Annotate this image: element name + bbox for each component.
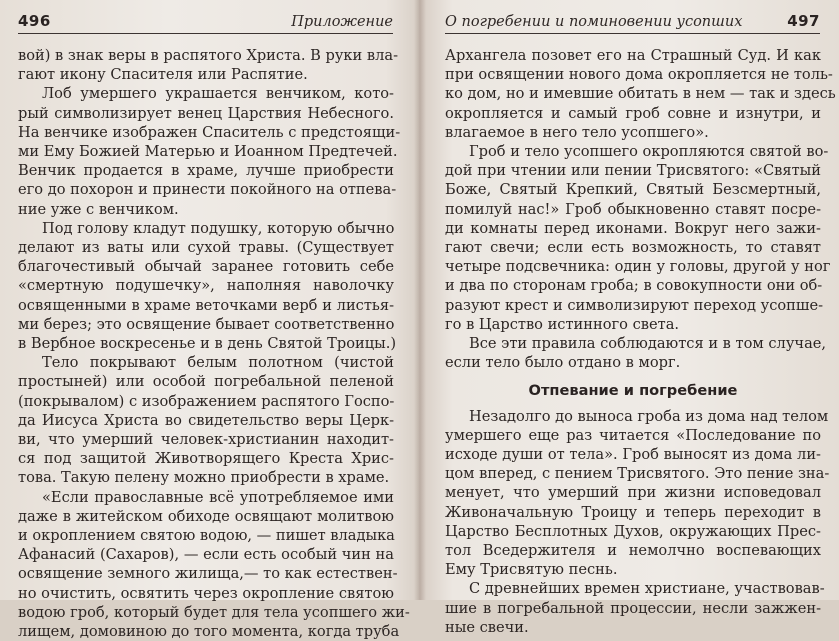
text-line: Афанасий (Сахаров), — если есть особый чин на xyxy=(18,546,394,564)
text-line: освященными в храме веточками верб и листья- xyxy=(18,296,394,314)
text-line: гают свечи; если есть возможность, то ставят xyxy=(445,239,821,257)
text-line: Живоначальную Троицу и теперь переходит в xyxy=(445,503,821,521)
paragraph xyxy=(18,84,401,218)
text-line: вой) в знак веры в распятого Христа. В руки вла- xyxy=(18,47,399,64)
text-line: даже в житейском обиходе освящают молитвою xyxy=(18,507,394,525)
section-heading: Отпевание и погребение xyxy=(528,382,738,400)
text-line: четыре подсвечника: один у головы, другой у ног xyxy=(445,258,831,276)
text-line: ми берез; это освящение бывает соответственно xyxy=(18,315,395,333)
text-line: «Если православные всё употребляемое ими xyxy=(42,488,394,506)
paragraph xyxy=(445,142,831,334)
text-line: лищем, домовиною до того момента, когда труба xyxy=(18,623,400,641)
text-line: разуют крест и символизируют переход усопше- xyxy=(445,296,824,314)
left-page-header xyxy=(18,10,393,34)
text-line: Незадолго до выноса гроба из дома над телом xyxy=(469,407,829,425)
paragraph xyxy=(445,334,827,372)
text-line: Все эти правила соблюдаются и в том случае, xyxy=(469,335,827,353)
right-page xyxy=(419,0,839,636)
text-line: това. Такую пелену можно приобрести в храме. xyxy=(18,469,390,487)
text-line: На венчике изображен Спаситель с предстоящи- xyxy=(18,123,401,141)
right-page-body xyxy=(445,46,836,637)
text-line: дой при чтении или пении Трисвятого: «Святый xyxy=(445,162,821,180)
paragraph xyxy=(18,46,399,84)
text-line: шие в погребальной процессии, несли зажжен- xyxy=(445,599,821,617)
text-line: в Вербное воскресенье и в день Святой Троицы.) xyxy=(18,335,397,353)
text-line: гают икону Спасителя или Распятие. xyxy=(18,66,308,84)
text-line: Венчик продается в храме, лучше приобрести xyxy=(18,162,394,180)
text-line: (покрывалом) с изображением распятого Госпо- xyxy=(18,392,395,410)
paragraph xyxy=(18,353,394,487)
text-line: и два по сторонам гроба; в совокупности они об- xyxy=(445,277,823,295)
text-line: Ему Трисвятую песнь. xyxy=(445,561,618,579)
text-line: освящение земного жилища,— то как естествен- xyxy=(18,565,398,583)
text-line: ми Ему Божией Матерью и Иоанном Предтечей. xyxy=(18,143,398,161)
text-line: делают из ваты или сухой травы. (Существует xyxy=(18,239,394,257)
text-line: Под голову кладут подушку, которую обычно xyxy=(42,219,395,237)
paragraph xyxy=(445,579,825,637)
paragraph xyxy=(445,407,830,580)
text-line: исходе души от тела». Гроб выносят из дома ли- xyxy=(445,446,821,464)
text-line: простыней) или особой погребальной пеленой xyxy=(18,373,394,391)
text-line: ви, что умерший человек-христианин находит- xyxy=(18,431,394,449)
text-line: цом вперед, с пением Трисвятого. Это пение зна- xyxy=(445,465,830,483)
text-line: ные свечи. xyxy=(445,618,529,636)
left-page-body xyxy=(18,46,410,641)
page-number: 496 xyxy=(18,12,51,30)
text-line: рый символизирует венец Царствия Небесного. xyxy=(18,104,394,122)
text-line: Гроб и тело усопшего окропляются святой во- xyxy=(469,143,829,161)
left-page xyxy=(0,0,419,641)
text-line: благочестивый обычай заранее готовить себе xyxy=(18,258,394,276)
text-line: тол Вседержителя и немолчно воспевающих xyxy=(445,542,821,560)
running-head: Приложение xyxy=(291,14,393,30)
text-line: го в Царство истинного света. xyxy=(445,315,680,333)
text-line: Царство Бесплотных Духов, окружающих Прес- xyxy=(445,522,821,540)
text-line: его до похорон и принести покойного на отпева- xyxy=(18,181,397,199)
text-line: С древнейших времен христиане, участвовав- xyxy=(469,580,825,598)
text-line: менует, что умерший при жизни исповедовал xyxy=(445,484,821,502)
text-line: ся под защитой Животворящего Креста Хрис- xyxy=(18,450,394,468)
paragraph xyxy=(445,46,836,142)
text-line: водою гроб, который будет для тела усопшего жи- xyxy=(18,603,410,621)
book-gutter xyxy=(414,0,426,600)
text-line: умершего еще раз читается «Последование по xyxy=(445,426,821,444)
text-line: «смертную подушечку», наполняя наволочку xyxy=(18,277,394,295)
text-line: если тело было отдано в морг. xyxy=(445,354,681,372)
right-page-header xyxy=(445,10,820,34)
text-line: окропляется и самый гроб совне и изнутри, и xyxy=(445,104,821,122)
text-line: ние уже с венчиком. xyxy=(18,200,179,218)
text-line: влагаемое в него тело усопшего». xyxy=(445,123,709,141)
page-number: 497 xyxy=(787,12,820,30)
paragraph xyxy=(18,219,397,353)
running-head: О погребении и поминовении усопших xyxy=(445,14,743,30)
text-line: ди комнаты перед иконами. Вокруг него зажи- xyxy=(445,219,821,237)
text-line: Архангела позовет его на Страшный Суд. И как xyxy=(445,47,821,64)
text-line: и окроплением святою водою, — пишет владыка xyxy=(18,527,395,545)
text-line: при освящении нового дома окропляется не толь- xyxy=(445,66,833,84)
text-line: но очистить, освятить через окропление святою xyxy=(18,584,394,602)
paragraph xyxy=(18,488,410,641)
text-line: помилуй нас!» Гроб обыкновенно ставят посре- xyxy=(445,200,821,218)
text-line: да Иисуса Христа во свидетельство веры Церк- xyxy=(18,411,394,429)
text-line: Боже, Святый Крепкий, Святый Безсмертный, xyxy=(445,181,821,199)
text-line: Тело покрывают белым полотном (чистой xyxy=(42,354,394,372)
text-line: Лоб умершего украшается венчиком, кото- xyxy=(42,85,394,103)
text-line: ко дом, но и имевшие обитать в нем — так и здесь xyxy=(445,85,836,103)
